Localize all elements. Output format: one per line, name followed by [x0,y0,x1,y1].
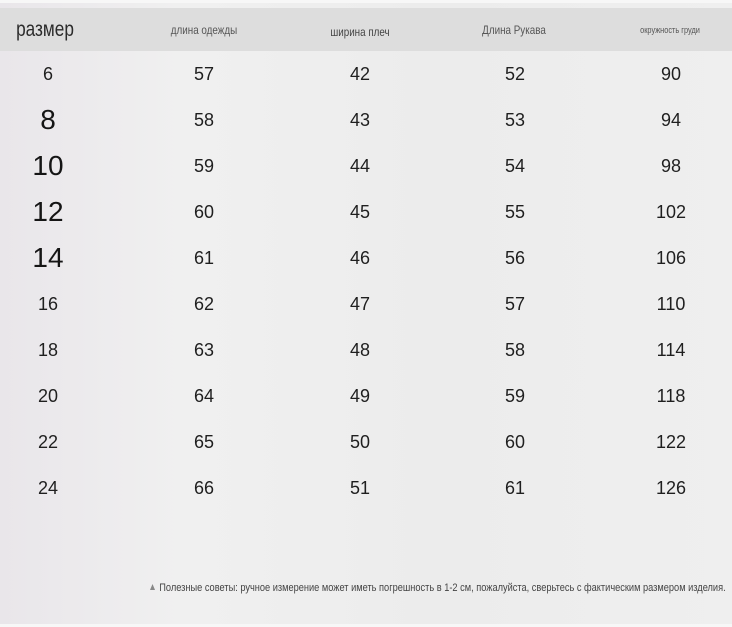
table-row [0,281,732,327]
table-row [0,97,732,143]
length-cell: 65 [193,431,215,452]
shoulder-cell: 45 [349,201,371,222]
table-row [0,235,732,281]
shoulder-cell: 48 [349,339,371,360]
length-cell: 60 [193,201,215,222]
length-cell: 61 [193,247,215,268]
length-cell: 66 [193,477,215,498]
size-cell: 8 [40,104,56,135]
size-cell: 16 [37,293,59,314]
shoulder-cell: 51 [349,477,371,498]
chest-cell: 122 [655,431,687,452]
warning-triangle-icon [150,584,155,590]
table-row [0,143,732,189]
chest-cell: 98 [660,155,682,176]
shoulder-cell: 46 [349,247,371,268]
length-cell: 58 [193,109,215,130]
sleeve-cell: 61 [504,477,526,498]
chest-cell: 114 [656,339,686,360]
size-cell: 6 [42,63,53,84]
shoulder-cell: 50 [349,431,371,452]
table-row [0,189,732,235]
sleeve-cell: 54 [504,155,526,176]
length-cell: 59 [193,155,215,176]
sleeve-cell: 58 [504,339,526,360]
chest-cell: 126 [655,477,687,498]
length-cell: 63 [193,339,215,360]
size-cell: 22 [37,431,59,452]
shoulder-cell: 42 [349,63,371,84]
length-cell: 64 [193,385,215,406]
measurement-note [150,582,726,600]
shoulder-cell: 44 [349,155,371,176]
shoulder-cell: 43 [349,109,371,130]
table-row [0,465,732,511]
chest-cell: 90 [660,63,682,84]
header-shoulder-width: ширина плеч [330,24,390,39]
header-size: размер [16,17,74,41]
length-cell: 57 [193,63,215,84]
size-cell: 10 [32,150,64,181]
shoulder-cell: 49 [349,385,371,406]
sleeve-cell: 53 [504,109,526,130]
table-row [0,327,732,373]
size-cell: 14 [32,242,64,273]
chest-cell: 94 [660,109,682,130]
note-text: Полезные советы: ручное измерение может иметь погрешность в 1-2 см, пожалуйста, сверьтесь с фактическим размером изделия. [159,582,726,594]
chest-cell: 118 [656,385,686,406]
header-garment-length: длина одежды [170,22,238,37]
sleeve-cell: 59 [504,385,526,406]
header-sleeve-length: Длина Рукава [482,22,546,37]
size-cell: 12 [32,196,64,227]
size-cell: 24 [37,477,59,498]
table-header [0,8,732,51]
length-cell: 62 [193,293,215,314]
table-row [0,419,732,465]
top-border [0,0,732,3]
chest-cell: 110 [656,293,686,314]
sleeve-cell: 55 [504,201,526,222]
table-row [0,51,732,97]
chest-cell: 106 [655,247,687,268]
sleeve-cell: 56 [504,247,526,268]
sleeve-cell: 52 [504,63,526,84]
sleeve-cell: 60 [504,431,526,452]
header-chest-girth: окружность груди [640,24,700,35]
size-cell: 18 [37,339,59,360]
table-row [0,373,732,419]
size-cell: 20 [37,385,59,406]
sleeve-cell: 57 [504,293,526,314]
chest-cell: 102 [655,201,687,222]
shoulder-cell: 47 [349,293,371,314]
